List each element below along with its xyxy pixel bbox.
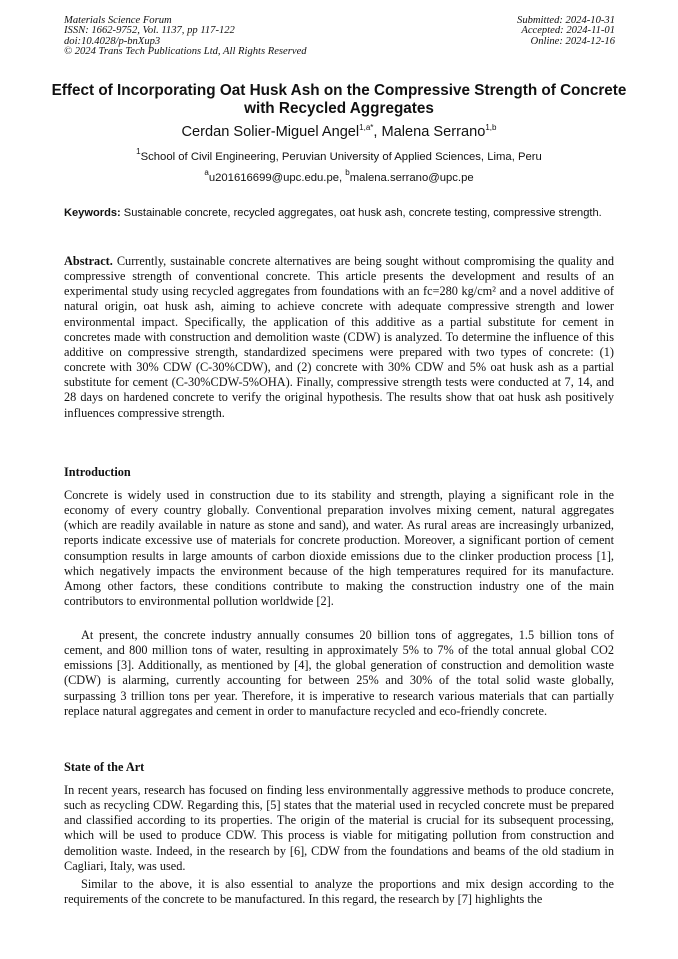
author-affiliation-mark: 1,a* bbox=[359, 123, 374, 132]
email-mark: b bbox=[345, 168, 350, 177]
affiliation bbox=[40, 147, 638, 164]
paragraph: Concrete is widely used in construction due to its stability and strength, playing a significant role in the economy of every country globally. Conventional preparation involves mixing cement, natural aggregates (which are readily available in nature as stone and sand), and water. As rural areas are increasingly urbanized, reports indicate excessive use of materials for concrete production. Moreover, a significant portion of cement consumption results in large amounts of carbon dioxide emissions due to the clinker production process [1], which negatively impacts the environment because of the high temperatures required for its manufacture. Among other factors, these conditions contribute to making the construction industry one of the main contributors to environmental pollution worldwide [2]. bbox=[64, 488, 614, 609]
keywords bbox=[64, 206, 614, 220]
submission-dates bbox=[517, 16, 615, 47]
section-heading-introduction: Introduction bbox=[64, 465, 131, 479]
affiliation-mark: 1 bbox=[136, 147, 141, 156]
author-separator: , bbox=[373, 124, 382, 140]
paper-title: Effect of Incorporating Oat Husk Ash on the Compressive Strength of Concrete with Recycled Aggregates bbox=[51, 82, 627, 117]
keywords-label: Keywords: bbox=[64, 207, 121, 219]
online-date: Online: 2024-12-16 bbox=[530, 35, 615, 47]
author-name: Malena Serrano bbox=[381, 124, 486, 140]
email-separator: , bbox=[339, 172, 346, 184]
journal-name: Materials Science Forum bbox=[64, 15, 172, 26]
submitted-date: Submitted: 2024-10-31 bbox=[517, 15, 615, 26]
journal-doi: doi:10.4028/p-bnXup3 bbox=[64, 35, 161, 47]
author-affiliation-mark: 1,b bbox=[485, 123, 497, 132]
paragraph: In recent years, research has focused on finding less environmentally aggressive methods to produce concrete, such as recycling CDW. Regarding this, [5] states that the material used in recycled concrete must be prepared and classified according to its properties. The origin of the material is crucial for its subsequent processing, which will be used to produce CDW. This process is viable for mitigating pollution from construction and demolition waste. Indeed, in the research by [6], CDW from the foundations and beams of the old stadium in Cagliari, Italy, was used. bbox=[64, 783, 614, 873]
journal-copyright: © 2024 Trans Tech Publications Ltd, All Rights Reserved bbox=[64, 45, 307, 57]
journal-issn: ISSN: 1662-9752, Vol. 1137, pp 117-122 bbox=[64, 25, 235, 37]
author-emails bbox=[40, 168, 638, 185]
paragraph: Similar to the above, it is also essential to analyze the proportions and mix design according to the requirements of the concrete to be manufactured. In this regard, the research by [7] highlights the bbox=[64, 877, 614, 907]
abstract-text: Currently, sustainable concrete alternatives are being sought without compromising the quality and compressive strength of conventional concrete. This article presents the development and results of an experimental study using recycled aggregates from foundations with an fc=280 kg/cm² and a novel additive of natural origin, oat husk ash, aiming to achieve concrete with adequate compressive strength and lower environmental impact. Specifically, the application of this additive as a partial substitute for cement in concretes made with construction and demolition waste (CDW) is analyzed. To determine the influence of this additive on compressive strength, standardized specimens were prepared with two types of concrete: (1) concrete with 30% CDW (C-30%CDW), and (2) concrete with 30% CDW and 5% oat husk ash as a partial substitute for cement (C-30%CDW-5%OHA). Finally, compressive strength tests were conducted at 7, 14, and 28 days on hardened concrete to verify the original hypothesis. The results show that oat husk ash positively influences compressive strength. bbox=[64, 254, 614, 420]
email-mark: a bbox=[204, 168, 209, 177]
keywords-text: Sustainable concrete, recycled aggregates, oat husk ash, concrete testing, compressive strength. bbox=[120, 207, 602, 219]
author-list bbox=[40, 123, 638, 141]
accepted-date: Accepted: 2024-11-01 bbox=[521, 25, 615, 37]
abstract-label: Abstract. bbox=[64, 254, 113, 268]
affiliation-text: School of Civil Engineering, Peruvian University of Applied Sciences, Lima, Peru bbox=[140, 151, 542, 163]
section-heading-state-of-the-art: State of the Art bbox=[64, 760, 145, 774]
journal-info bbox=[64, 16, 307, 57]
paragraph: At present, the concrete industry annually consumes 20 billion tons of aggregates, 1.5 billion tons of cement, and 800 million tons of water, resulting in approximately 5% to 7% of the total annual global CO2 emissions [3]. Additionally, as mentioned by [4], the global generation of construction and demolition waste (CDW) is alarming, currently accounting for between 25% and 30% of the total solid waste globally, surpassing 3 trillion tons per year. Therefore, it is imperative to research various materials that can partially replace natural aggregates and cement in order to manufacture recycled and eco-friendly concrete. bbox=[64, 628, 614, 718]
email-link[interactable]: malena.serrano@upc.pe bbox=[349, 172, 474, 184]
abstract bbox=[64, 254, 614, 421]
email-link[interactable]: u201616699@upc.edu.pe bbox=[208, 172, 340, 184]
author-name: Cerdan Solier-Miguel Angel bbox=[181, 124, 360, 140]
